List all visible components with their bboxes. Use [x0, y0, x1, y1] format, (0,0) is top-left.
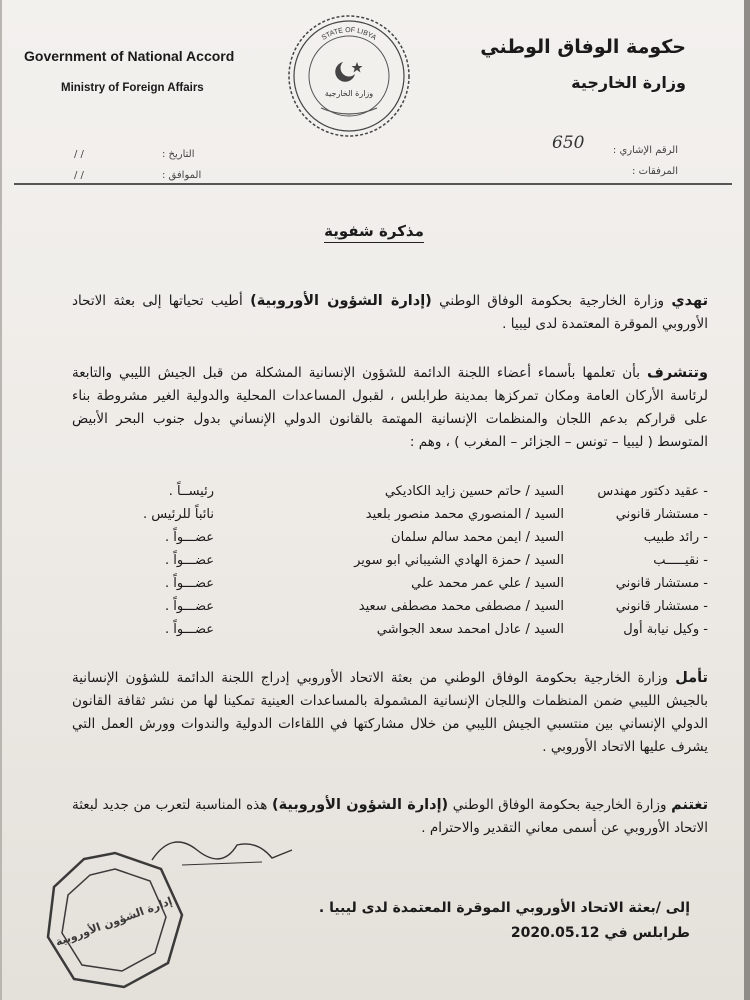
header-ar-government: حكومة الوفاق الوطني — [480, 36, 686, 58]
addressee: إلى /بعثة الاتحاد الأوروبي الموقرة المعتمدة لدى ليبيا . — [318, 900, 690, 916]
corresponding-date-value: / / — [74, 170, 84, 181]
member-row: - نقيـــــب السيد / حمزة الهادي الشيباني ابو سوير عضـــواً . — [164, 553, 708, 568]
header-en-government: Government of National Accord — [24, 48, 235, 64]
date-label: التاريخ : — [162, 149, 195, 160]
page-edge-shadow — [744, 0, 750, 1000]
header-en-ministry: Ministry of Foreign Affairs — [61, 82, 204, 94]
stamp-text: إدارة الشؤون الأوروبية — [53, 894, 174, 949]
member-row: - عقيد دكتور مهندس السيد / حاتم حسين زايد الكاديكي رئيســاً . — [168, 484, 708, 499]
state-seal-icon — [285, 12, 413, 140]
seal-inner-text: وزارة الخارجية — [324, 89, 374, 98]
member-row: - رائد طبيب السيد / ايمن محمد سالم سلمان عضـــواً . — [164, 530, 708, 545]
header-ar-ministry: وزارة الخارجية — [571, 73, 686, 92]
member-row: - مستشار قانوني السيد / مصطفى محمد مصطفى سعيد عضـــواً . — [164, 599, 708, 614]
members-intro-paragraph: وتتشرف بأن تعلمها بأسماء أعضاء اللجنة الدائمة للشؤون الإنسانية المشكلة من قبل الجيش الليبي والتابعة لرئاسة الأركان العامة ومكان تمركزها بمدينة طرابلس ، لقبول المساعدات المحلية والدولية الغير مشروطة بناء على قرارکم بدعم اللجان والمنظمات الإنسانية المهتمة بالقانون الدولي الإنساني بدول جنوب البحر الأبيض المتوسط ( ليبيا – تونس – الجزائر – المغرب ) ، وهم : — [72, 365, 708, 450]
closing-paragraph: تغتنم وزارة الخارجية بحكومة الوفاق الوطني (إدارة الشؤون الأوروبية) هذه المناسبة لتعرب من جديد لبعثة الاتحاد الأوروبي عن أسمى معاني التقدير والاحترام . — [72, 797, 709, 836]
date-value: / / — [74, 149, 84, 160]
document-page — [2, 0, 746, 1000]
member-row: - مستشار قانوني السيد / المنصوري محمد منصور بلعيد نائباً للرئيس . — [142, 507, 708, 522]
attachments-label: المرفقات : — [632, 166, 678, 177]
intro-paragraph: تهدي وزارة الخارجية بحكومة الوفاق الوطني (إدارة الشؤون الأوروبية) أطيب تحياتها إلى بعثة الاتحاد الأوروبي الموقرة المعتمدة لدى ليبيا . — [72, 293, 709, 332]
seal-outer-text: STATE OF LIBYA — [320, 26, 378, 42]
place-date: طرابلس في 2020.05.12 — [510, 925, 690, 941]
corresponding-date-label: الموافق : — [162, 170, 202, 181]
header-divider — [14, 183, 732, 185]
department-stamp-icon — [40, 845, 190, 995]
svg-text:STATE OF LIBYA — [321, 27, 378, 42]
request-paragraph: تأمل وزارة الخارجية بحكومة الوفاق الوطني من بعثة الاتحاد الأوروبي إدراج اللجنة الدائمة للشؤون الإنسانية بالجيش الليبي ضمن المنظمات واللجان الإنسانية المشمولة بالمساعدات العينية تمكينا لها من نشر ثقافة القانون الدولي الإنساني بين منتسبي الجيش الليبي من خلال مشاركتها في اللقاءات الدولية والندوات وورش العمل التي يشرف عليها الاتحاد الأوروبي . — [72, 670, 708, 755]
reference-number: 650 — [552, 133, 585, 153]
member-row: - مستشار قانوني السيد / علي عمر محمد علي عضـــواً . — [164, 576, 708, 591]
reference-number-label: الرقم الإشاري : — [612, 145, 678, 156]
document-title: مذكرة شفوية — [2, 222, 746, 240]
member-row: - وكيل نيابة أول السيد / عادل امحمد سعد الجواشي عضـــواً . — [164, 622, 708, 637]
